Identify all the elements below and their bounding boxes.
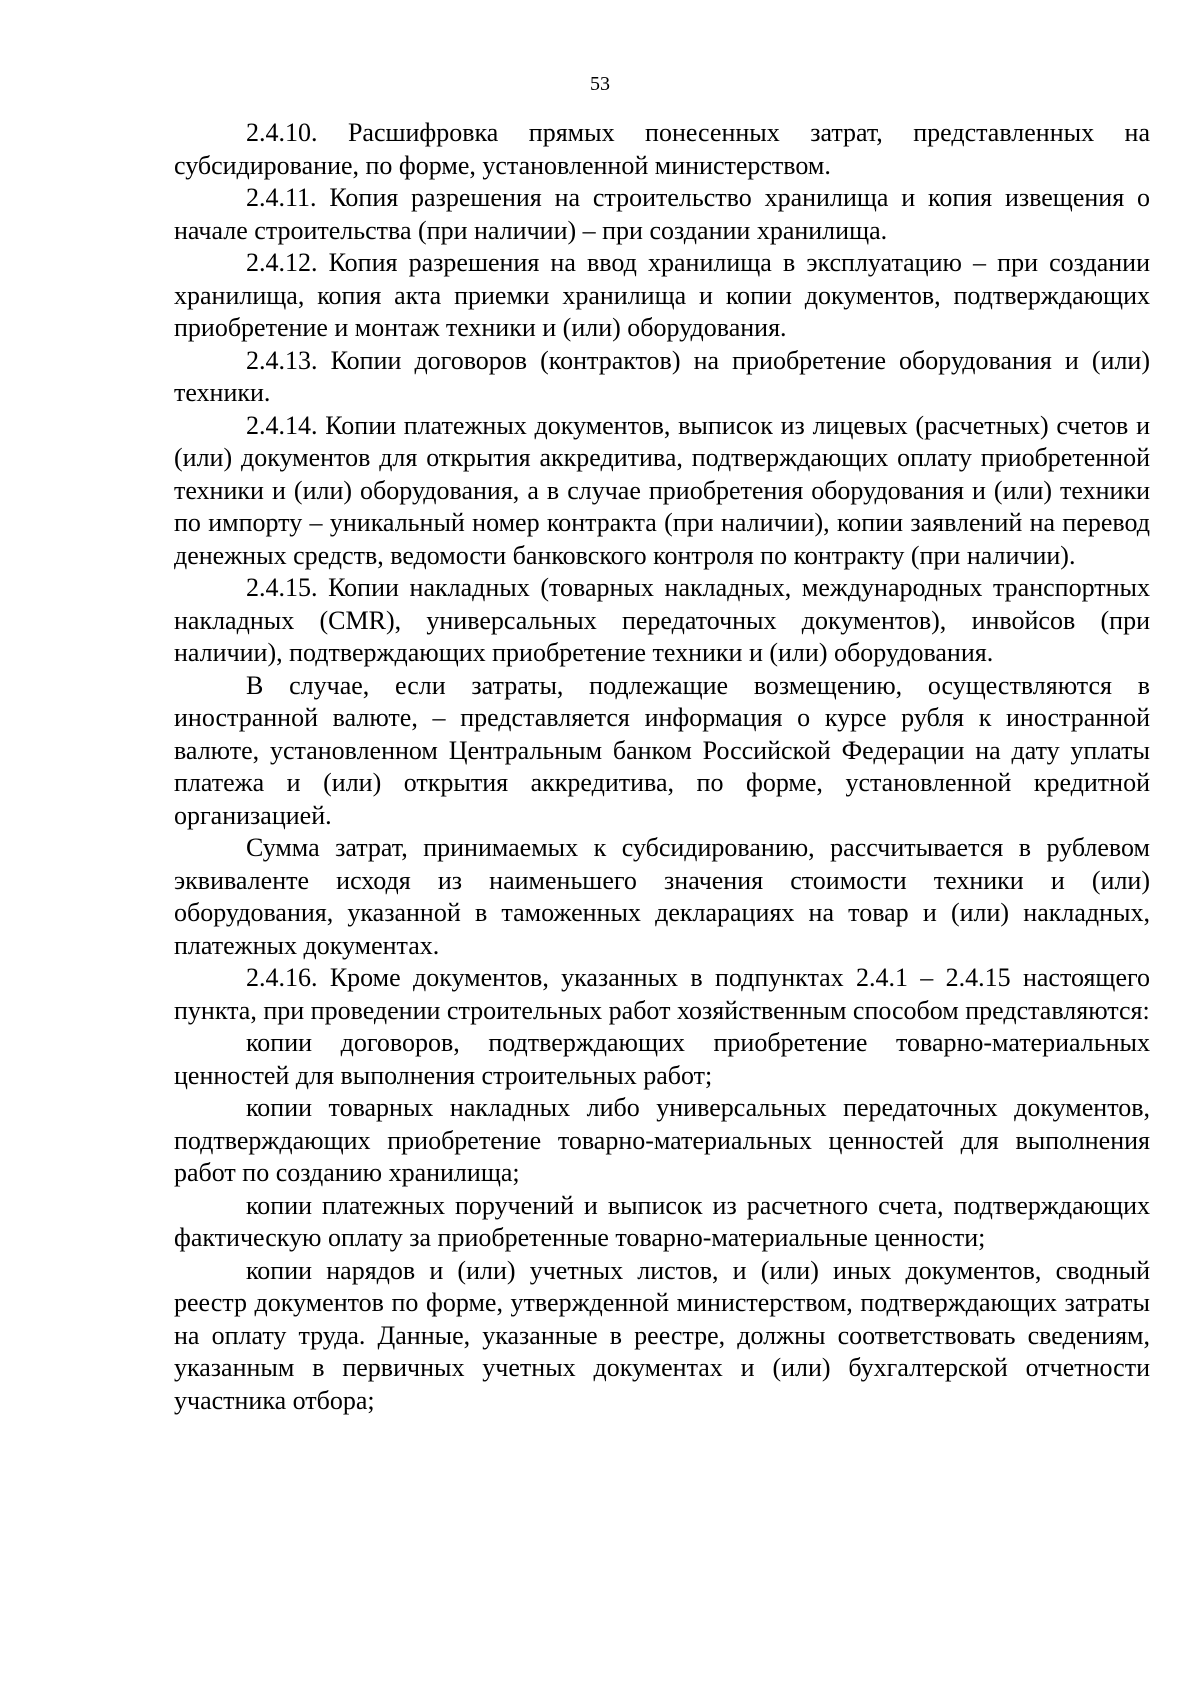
paragraph-2-4-12: 2.4.12. Копия разрешения на ввод хранилища в эксплуатацию – при создании хранилища, копия акта приемки хранилища и копии документов, подтверждающих приобретение и монтаж техники и (или) оборудования. <box>174 248 1150 342</box>
list-item-labor-documents: копии нарядов и (или) учетных листов, и (или) иных документов, сводный реестр документов по форме, утвержденной министерством, подтверждающих затраты на оплату труда. Данные, указанные в реестре, должны соответствовать сведениям, указанным в первичных учетных документах и (или) бухгалтерской отчетности участника отбора; <box>174 1255 1150 1415</box>
paragraph-2-4-13: 2.4.13. Копии договоров (контрактов) на приобретение оборудования и (или) техники. <box>174 345 1150 407</box>
list-item-contracts: копии договоров, подтверждающих приобретение товарно-материальных ценностей для выполнения строительных работ; <box>174 1028 1150 1090</box>
list-item-payment-orders: копии платежных поручений и выписок из расчетного счета, подтверждающих фактическую оплату за приобретенные товарно-материальные ценности; <box>174 1190 1150 1252</box>
document-body <box>174 117 1150 1417</box>
paragraph-foreign-currency: В случае, если затраты, подлежащие возмещению, осуществляются в иностранной валюте, – представляется информация о курсе рубля к иностранной валюте, установленном Центральным банком Российской Федерации на дату уплаты платежа и (или) открытия аккредитива, по форме, установленной кредитной организацией. <box>174 670 1150 830</box>
list-item-invoices: копии товарных накладных либо универсальных передаточных документов, подтверждающих приобретение товарно-материальных ценностей для выполнения работ по созданию хранилища; <box>174 1093 1150 1187</box>
page-number: 53 <box>590 73 610 95</box>
paragraph-2-4-11: 2.4.11. Копия разрешения на строительство хранилища и копия извещения о начале строительства (при наличии) – при создании хранилища. <box>174 183 1150 245</box>
paragraph-2-4-15: 2.4.15. Копии накладных (товарных накладных, международных транспортных накладных (CMR), универсальных передаточных документов), инвойсов (при наличии), подтверждающих приобретение техники и (или) оборудования. <box>174 573 1150 667</box>
paragraph-2-4-10: 2.4.10. Расшифровка прямых понесенных затрат, представленных на субсидирование, по форме, установленной министерством. <box>174 118 1150 180</box>
paragraph-2-4-16: 2.4.16. Кроме документов, указанных в подпунктах 2.4.1 – 2.4.15 настоящего пункта, при проведении строительных работ хозяйственным способом представляются: <box>174 963 1150 1025</box>
paragraph-expense-sum: Сумма затрат, принимаемых к субсидированию, рассчитывается в рублевом эквиваленте исходя из наименьшего значения стоимости техники и (или) оборудования, указанной в таможенных декларациях на товар и (или) накладных, платежных документах. <box>174 833 1150 960</box>
paragraph-2-4-14: 2.4.14. Копии платежных документов, выписок из лицевых (расчетных) счетов и (или) документов для открытия аккредитива, подтверждающих оплату приобретенной техники и (или) оборудования, а в случае приобретения оборудования и (или) техники по импорту – уникальный номер контракта (при наличии), копии заявлений на перевод денежных средств, ведомости банковского контроля по контракту (при наличии). <box>174 410 1150 570</box>
